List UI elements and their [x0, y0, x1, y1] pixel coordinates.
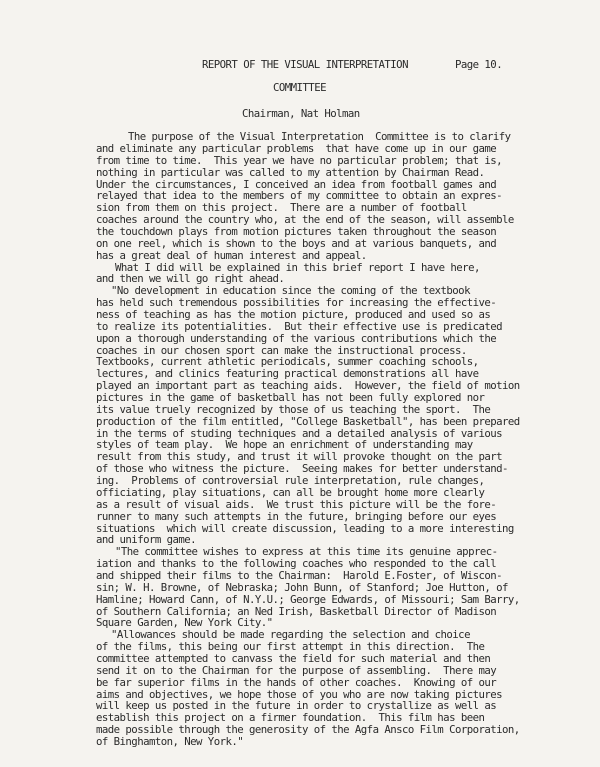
text-line: of the films, this being our first attempt in this direction. The: [96, 640, 485, 654]
text-line: runner to many such attempts in the future, bringing before our eyes: [96, 509, 497, 523]
text-line: pictures in the game of basketball has not been fully explored nor: [96, 391, 485, 404]
text-line: coaches around the country who, at the end of the season, will assemble: [96, 213, 514, 226]
text-line: Square Garden, New York City.": [96, 616, 273, 630]
text-line: as a result of visual aids. We trust this picture will be the fore-: [96, 497, 497, 511]
text-line: the touchdown plays from motion pictures taken throughout the season: [96, 224, 497, 238]
text-line: committee attempted to canvass the field for such material and then: [96, 652, 491, 665]
text-line: production of the film entitled, "College Basketball", has been prepared: [96, 414, 520, 428]
text-line: of Binghamton, New York.": [96, 735, 244, 748]
text-line: situations which will create discussion, leading to a more interesting: [96, 521, 514, 535]
text-line: aims and objectives, we hope those of you who are now taking pictures: [96, 687, 503, 701]
chairman-line: Chairman, Nat Holman: [242, 107, 360, 120]
text-line: ness of teaching as has the motion picture, produced and used so as: [96, 307, 491, 321]
report-title: REPORT OF THE VISUAL INTERPRETATION: [202, 58, 408, 71]
text-line: its value truely recognized by those of us teaching the sport. The: [96, 402, 491, 416]
text-line: be far superior films in the hands of other coaches. Knowing of our: [96, 675, 497, 689]
committee-heading: COMMITTEE: [273, 81, 326, 94]
text-line: "No development in education since the coming of the textbook: [111, 284, 470, 298]
text-line: has held such tremendous possibilities for increasing the effective-: [96, 296, 497, 310]
text-line: sion from them on this project. There are a number of football: [96, 201, 467, 215]
page-number: Page 10.: [455, 58, 503, 71]
text-line: and uniform game.: [96, 533, 197, 547]
text-line: "The committee wishes to express at this time its genuine apprec-: [115, 545, 498, 559]
text-line: iation and thanks to the following coaches who responded to the call: [96, 557, 497, 571]
text-line: "Allowances should be made regarding the selection and choice: [111, 628, 470, 642]
text-line: in the terms of studing techniques and a detailed analysis of various: [96, 426, 503, 440]
text-line: ing. Problems of controversial rule interpretation, rule changes,: [96, 474, 485, 487]
text-line: has a great deal of human interest and appeal.: [96, 248, 367, 262]
text-line: made possible through the generosity of the Agfa Ansco Film Corporation,: [96, 723, 520, 737]
text-line: Hamline; Howard Cann, of N.Y.U.; George Edwards, of Missouri; Sam Barry,: [96, 592, 520, 606]
text-line: What I did will be explained in this brief report I have here,: [115, 260, 480, 274]
text-line: lectures, and clinics featuring practical demonstrations all have: [96, 367, 479, 381]
text-line: Textbooks, current athletic periodicals, summer coaching schools,: [96, 355, 479, 369]
text-line: and shipped their films to the Chairman: Harold E.Foster, of Wiscon-: [96, 568, 503, 582]
text-line: played an important part as teaching aids. However, the field of motion: [96, 379, 520, 393]
text-line: on one reel, which is shown to the boys and at various banquets, and: [96, 236, 497, 250]
text-line: The purpose of the Visual Interpretation Committee is to clarify: [128, 130, 511, 143]
text-line: Under the circumstances, I conceived an idea from football games and: [96, 177, 497, 191]
text-line: of those who witness the picture. Seeing makes for better understand-: [96, 462, 508, 476]
text-line: will keep us posted in the future in order to crystallize as well as: [96, 699, 497, 713]
text-line: relayed that idea to the members of my committee to obtain an expres-: [96, 189, 503, 203]
text-line: sin; W. H. Browne, of Nebraska; John Bunn, of Stanford; Joe Hutton, of: [96, 580, 508, 594]
text-line: result from this study, and trust it will provoke thought on the part: [96, 450, 503, 464]
text-line: of Southern California; an Ned Irish, Basketball Director of Madison: [96, 604, 497, 618]
text-line: send it on to the Chairman for the purpose of assembling. There may: [96, 663, 497, 677]
text-line: styles of team play. We hope an enrichment of understanding may: [96, 438, 473, 452]
text-line: upon a thorough understanding of the various contributions which the: [96, 331, 497, 345]
text-line: and then we will go right ahead.: [96, 272, 285, 286]
text-line: officiating, play situations, can all be brought home more clearly: [96, 485, 485, 499]
text-line: to realize its potentialities. But their effective use is predicated: [96, 319, 503, 333]
text-line: coaches in our chosen sport can make the instructional process.: [96, 343, 467, 357]
text-line: and eliminate any particular problems that have come up in our game: [96, 141, 497, 155]
text-line: from time to time. This year we have no particular problem; that is,: [96, 153, 503, 167]
text-line: establish this project on a firmer foundation. This film has been: [96, 711, 485, 725]
text-line: nothing in particular was called to my attention by Chairman Read.: [96, 165, 485, 179]
